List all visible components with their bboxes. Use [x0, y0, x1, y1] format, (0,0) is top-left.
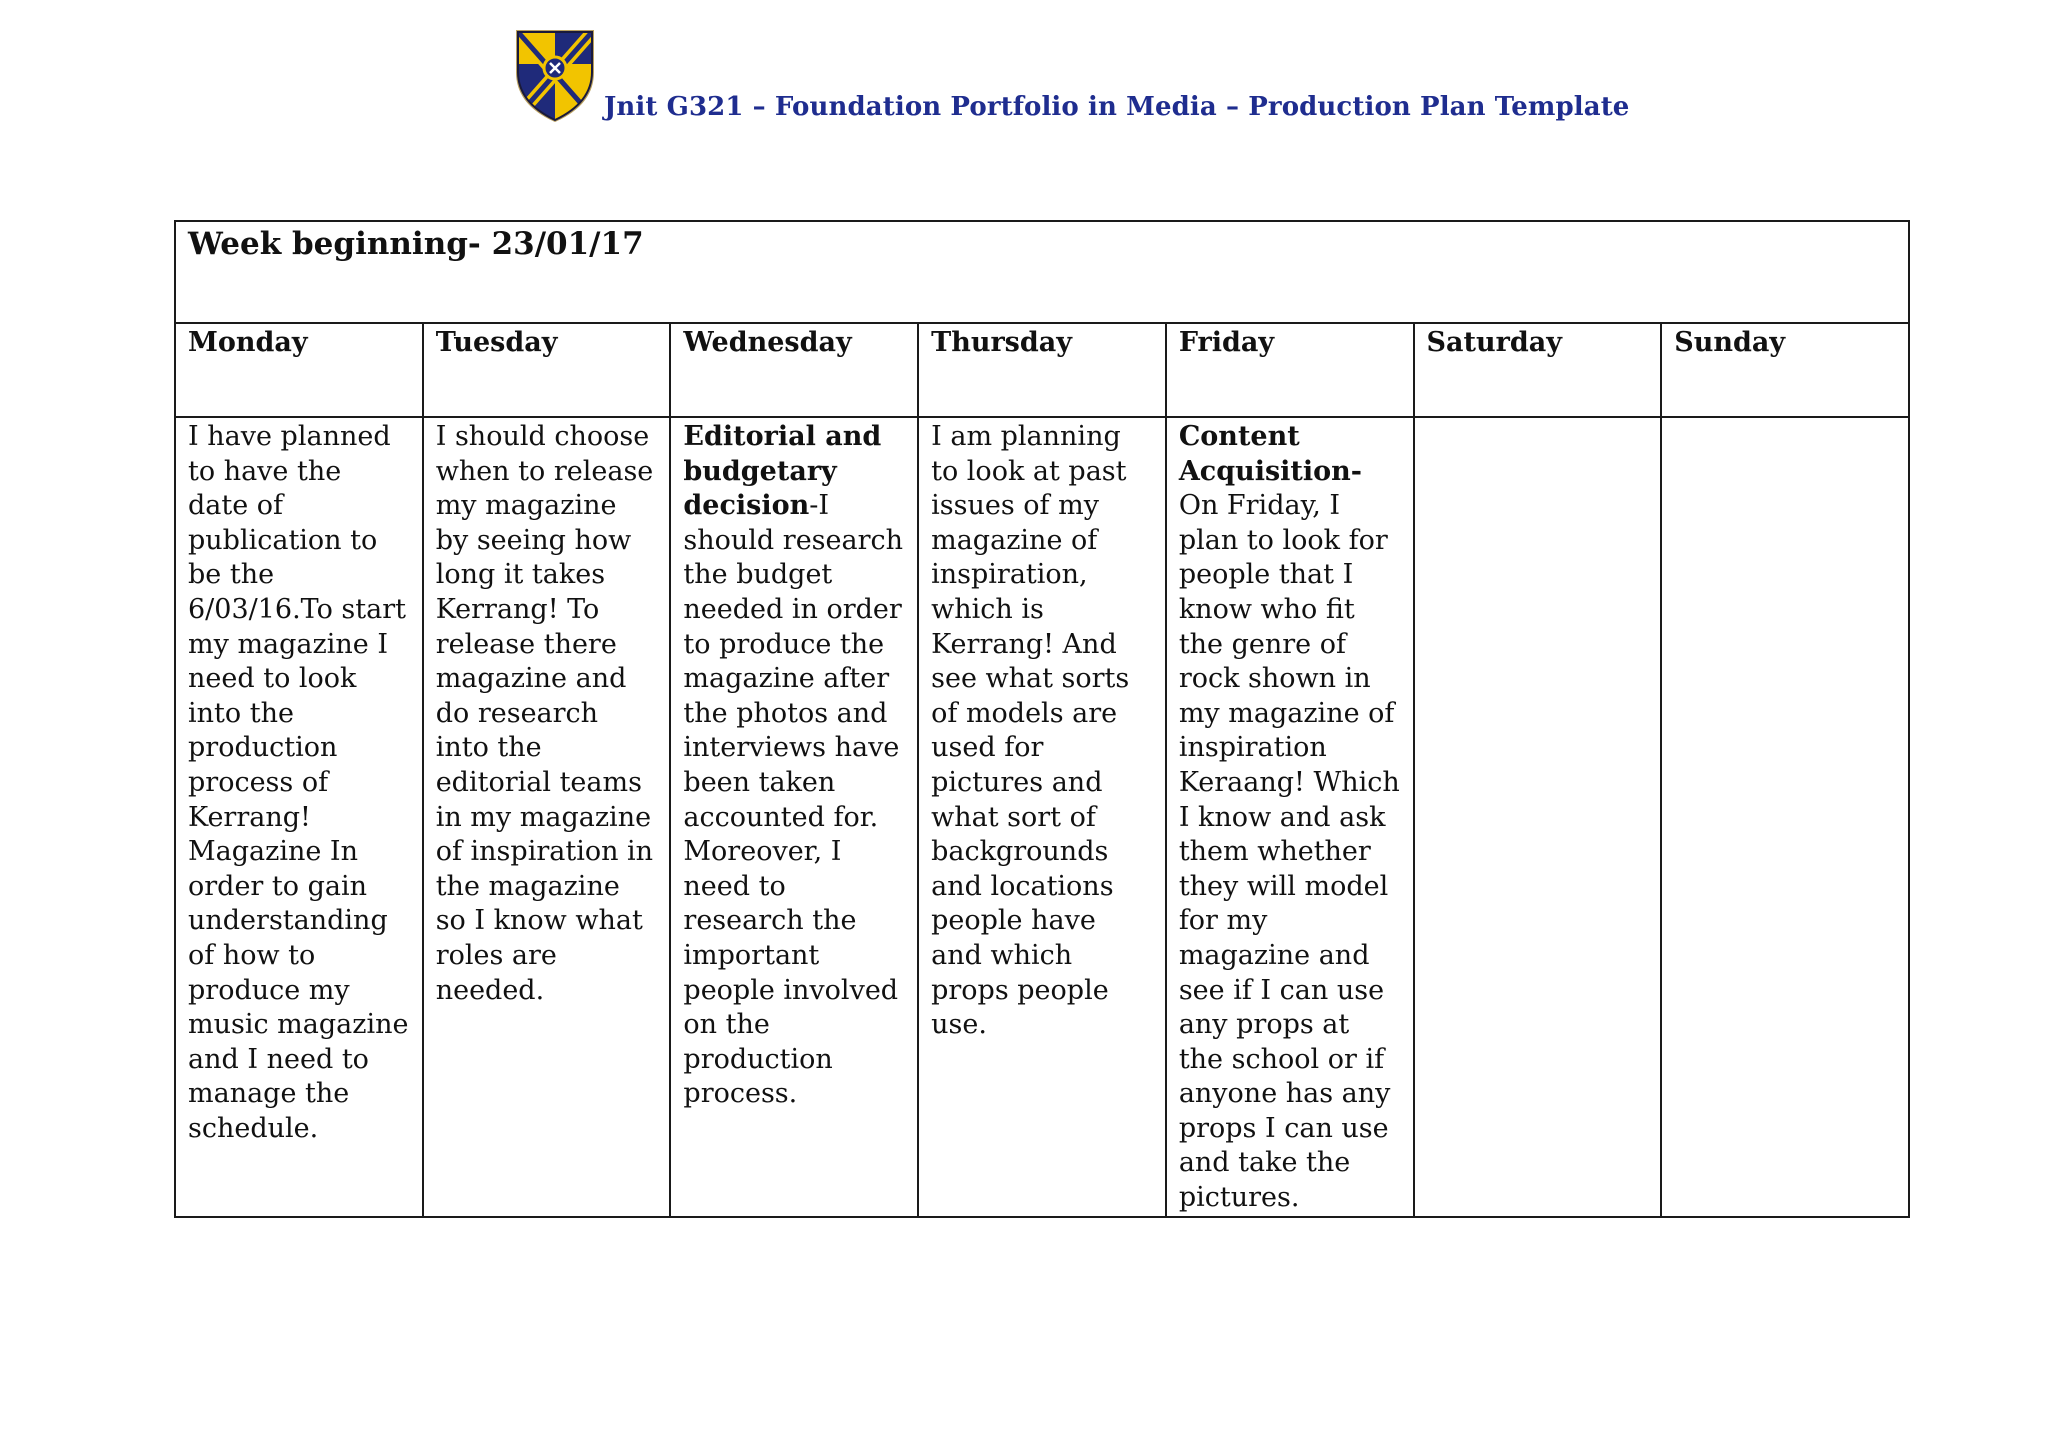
plan-cell-wednesday: [670, 417, 918, 1217]
plan-text-saturday: [1427, 418, 1649, 420]
plan-text-tuesday: [436, 418, 658, 1008]
day-header-cell-thursday: [918, 323, 1166, 417]
plan-body-monday: I have planned to have the date of publication to be the 6/03/16.To start my magazine I need to look into the production process of Kerrang! Magazine In order to gain understanding of how to produce my music magazine and I need to manage the schedule.: [188, 421, 409, 1144]
plan-text-monday: [188, 418, 410, 1146]
day-name-saturday: Saturday: [1426, 327, 1562, 358]
plan-cell-sunday: [1661, 417, 1909, 1217]
plan-lead-friday: Content Acquisition-: [1178, 421, 1362, 487]
day-name-thursday: Thursday: [931, 327, 1072, 358]
school-crest-icon: [510, 24, 600, 124]
plan-lead-wednesday: Editorial and budgetary decision: [683, 421, 882, 522]
plan-cell-thursday: [918, 417, 1166, 1217]
production-plan-table: [174, 220, 1910, 1218]
plan-body-tuesday: I should choose when to release my magazine by seeing how long it takes Kerrang! To release there magazine and do research into the editorial teams in my magazine of inspiration in the magazine so I know what roles are needed.: [435, 421, 654, 1006]
week-cell: [175, 221, 1909, 323]
plan-text-thursday: [931, 418, 1153, 1043]
day-header-cell-wednesday: [670, 323, 918, 417]
plan-body-friday: On Friday, I plan to look for people that I know who fit the genre of rock shown in my magazine of inspiration Keraang! Which I know and ask them whether they will model for my magazine and see if I can use any props at the school or if anyone has any props I can use and take the pictures.: [1178, 490, 1400, 1214]
plan-text-sunday: [1674, 418, 1896, 420]
plan-cell-tuesday: [423, 417, 671, 1217]
day-name-monday: Monday: [188, 327, 308, 358]
day-name-tuesday: Tuesday: [435, 327, 558, 358]
week-row: [175, 221, 1909, 323]
plan-body-wednesday: -I should research the budget needed in order to produce the magazine after the photos and interviews have been taken accounted for. Moreover, I need to research the important people involved on the production process.: [683, 490, 904, 1110]
plan-cell-saturday: [1414, 417, 1662, 1217]
plan-text-friday: [1179, 418, 1401, 1216]
day-header-cell-friday: [1166, 323, 1414, 417]
day-name-wednesday: Wednesday: [683, 327, 852, 358]
week-beginning-label: Week beginning- 23/01/17: [188, 226, 644, 262]
day-header-cell-saturday: [1414, 323, 1662, 417]
plan-content-row: [175, 417, 1909, 1217]
plan-cell-friday: [1166, 417, 1414, 1217]
day-header-cell-tuesday: [423, 323, 671, 417]
document-title: Jnit G321 – Foundation Portfolio in Media – Production Plan Template: [604, 92, 1630, 122]
plan-body-thursday: I am planning to look at past issues of my magazine of inspiration, which is Kerrang! And see what sorts of models are used for pictures and what sort of backgrounds and locations people have and which props people use.: [931, 421, 1130, 1041]
day-header-cell-sunday: [1661, 323, 1909, 417]
day-name-sunday: Sunday: [1674, 327, 1786, 358]
plan-text-wednesday: [683, 418, 905, 1112]
plan-cell-monday: [175, 417, 423, 1217]
day-header-row: [175, 323, 1909, 417]
day-header-cell-monday: [175, 323, 423, 417]
day-name-friday: Friday: [1178, 327, 1275, 358]
